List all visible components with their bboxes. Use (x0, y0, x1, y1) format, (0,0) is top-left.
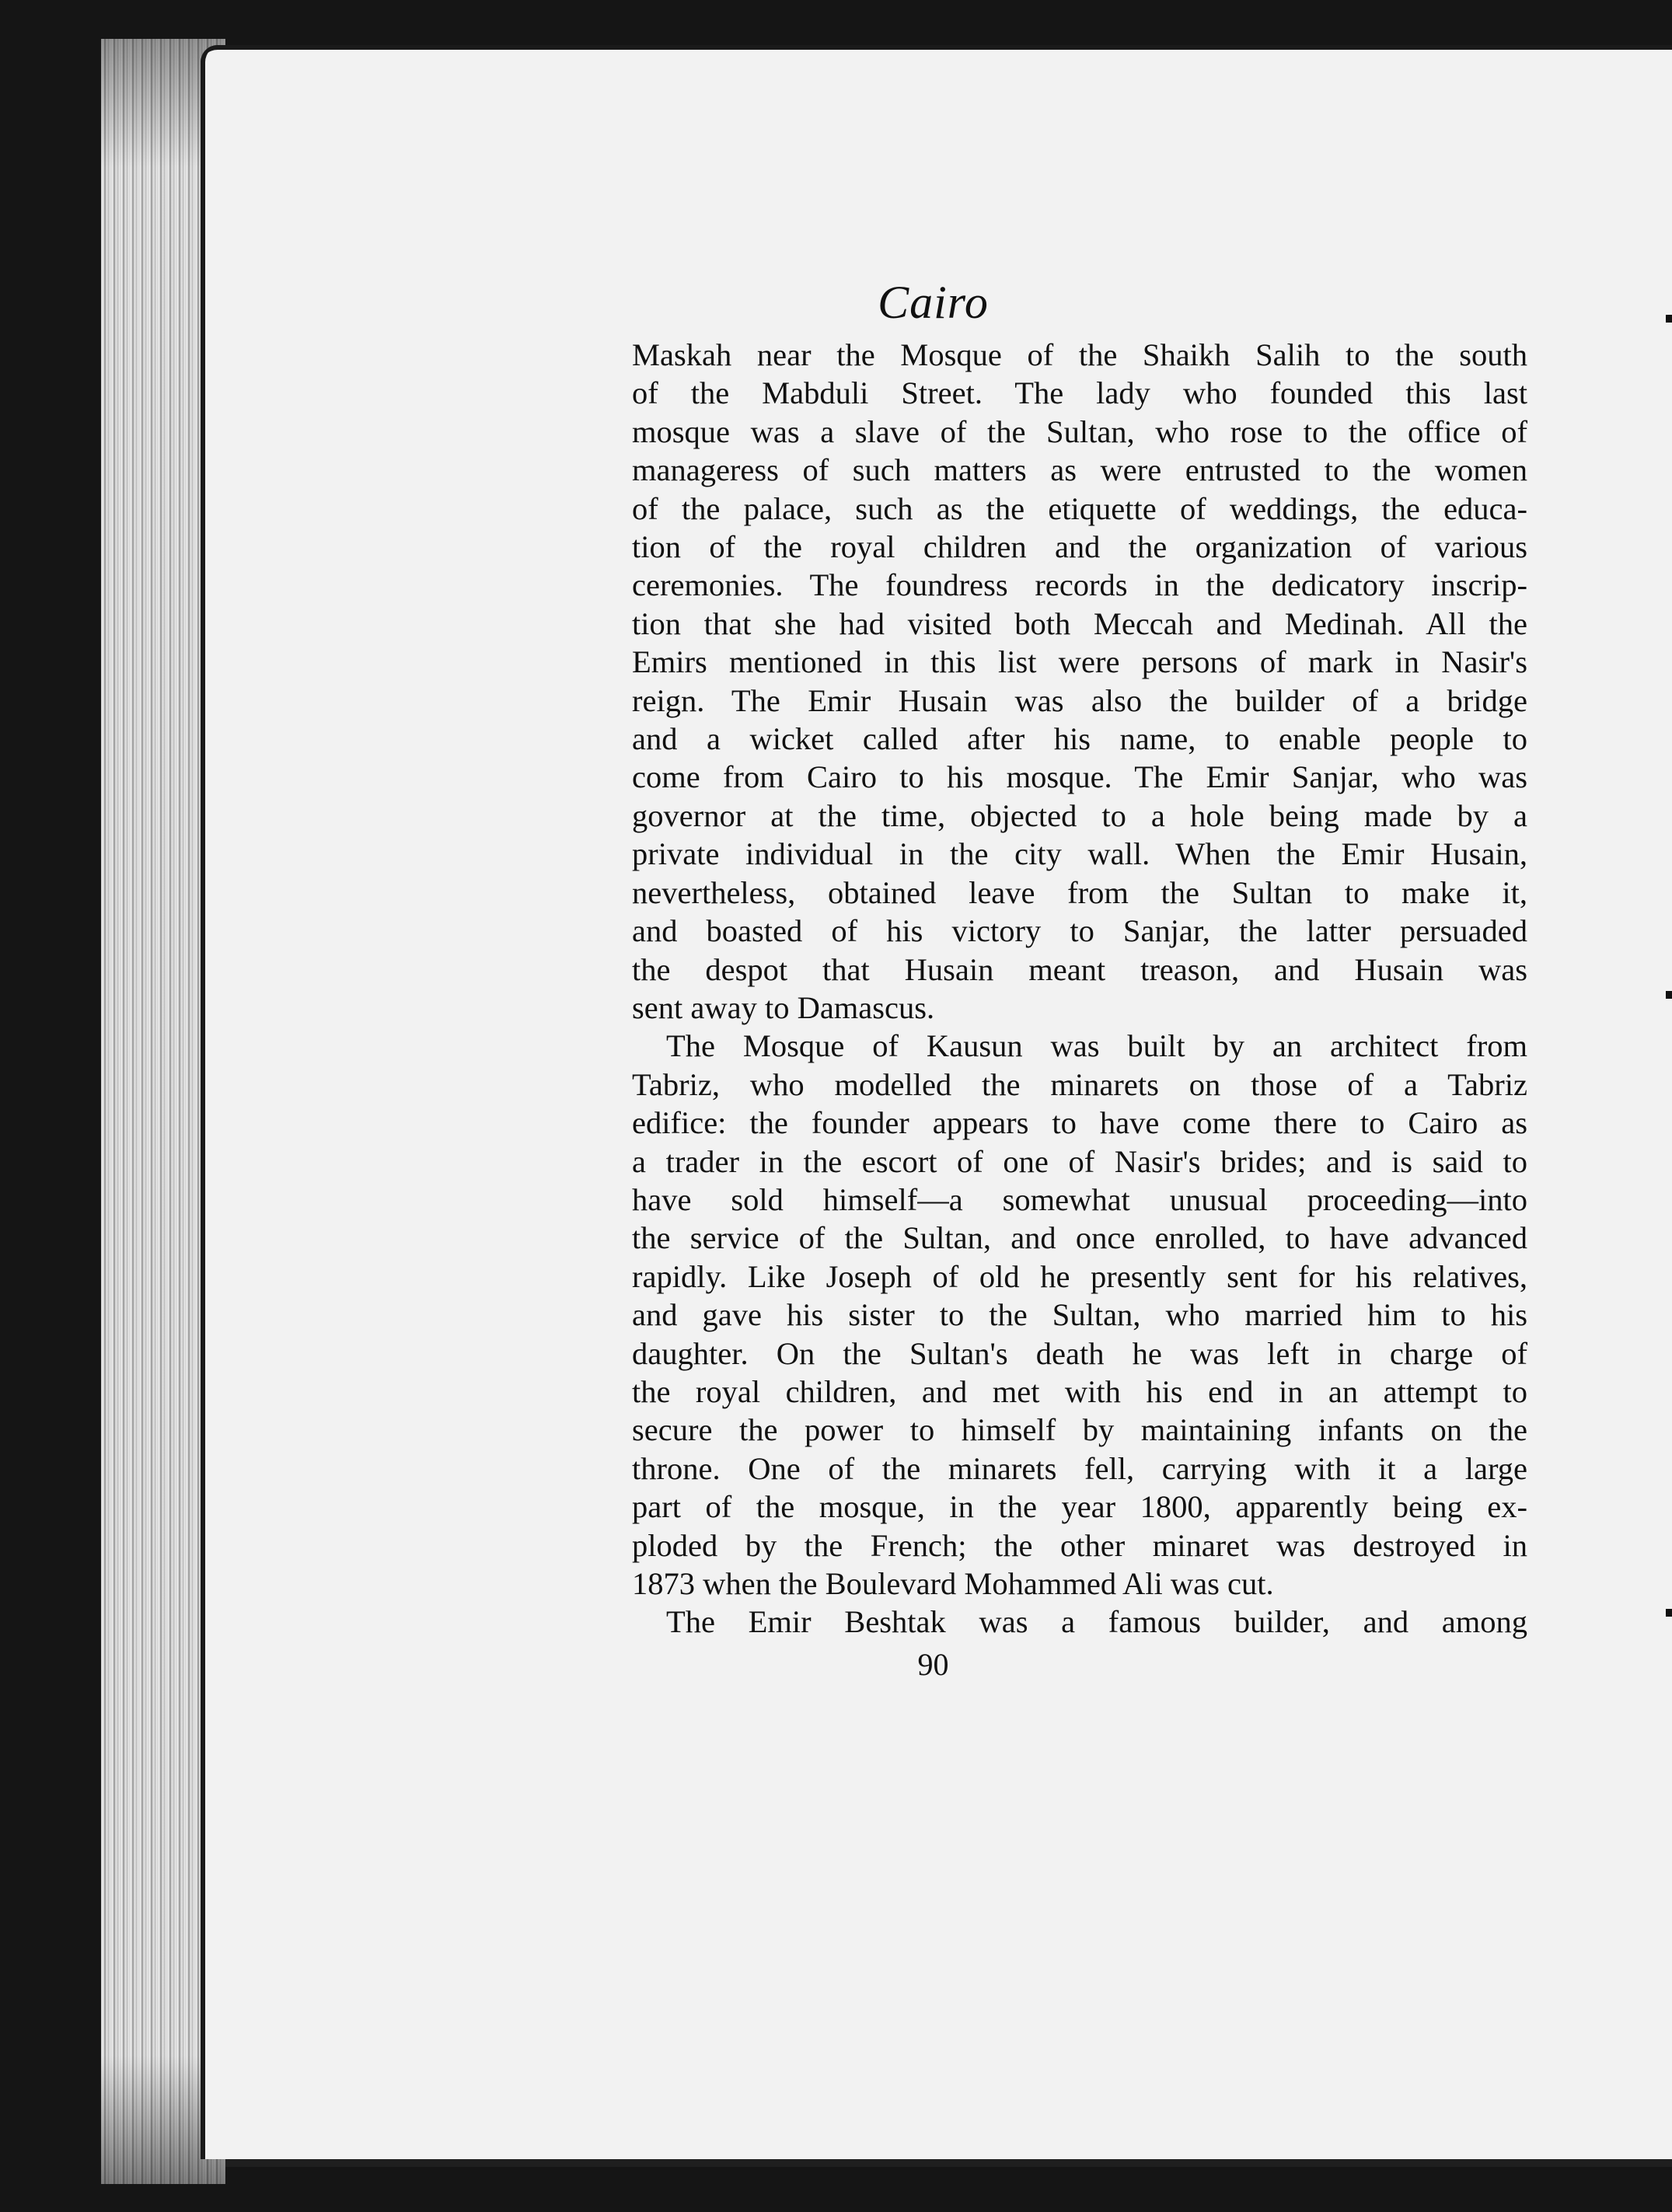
text-line: and gave his sister to the Sultan, who married him to his (632, 1297, 1527, 1333)
text-line: secure the power to himself by maintaining infants on the (632, 1412, 1527, 1448)
text-line: the service of the Sultan, and once enrolled, to have advanced (632, 1220, 1527, 1256)
page-bottom-edge (225, 2159, 1672, 2167)
text-line: 1873 when the Boulevard Mohammed Ali was cut. (632, 1566, 1274, 1601)
text-line: part of the mosque, in the year 1800, apparently being ex- (632, 1489, 1527, 1525)
text-line: Emirs mentioned in this list were persons of mark in Nasir's (632, 644, 1527, 680)
text-line: throne. One of the minarets fell, carrying with it a large (632, 1450, 1527, 1486)
text-line: and a wicket called after his name, to enable people to (632, 721, 1527, 757)
text-line: manageress of such matters as were entrusted to the women (632, 452, 1527, 488)
text-line: Maskah near the Mosque of the Shaikh Salih to the south (632, 337, 1527, 372)
edge-mark (1666, 1609, 1672, 1617)
text-line: Tabriz, who modelled the minarets on those of a Tabriz (632, 1066, 1527, 1102)
text-line: private individual in the city wall. When the Emir Husain, (632, 836, 1527, 872)
text-line: ceremonies. The foundress records in the dedicatory inscrip- (632, 567, 1527, 603)
text-line: have sold himself—a somewhat unusual proceeding—into (632, 1181, 1527, 1217)
text-line: the despot that Husain meant treason, and Husain was (632, 951, 1527, 987)
text-line: The Emir Beshtak was a famous builder, and among (666, 1604, 1527, 1640)
text-line: edifice: the founder appears to have come there to Cairo as (632, 1105, 1527, 1141)
text-line: reign. The Emir Husain was also the builder of a bridge (632, 682, 1527, 718)
body-text (632, 336, 1527, 1665)
text-line: of the palace, such as the etiquette of weddings, the educa- (632, 490, 1527, 526)
text-line: daughter. On the Sultan's death he was left in charge of (632, 1335, 1527, 1371)
text-line: come from Cairo to his mosque. The Emir Sanjar, who was (632, 759, 1527, 795)
text-line: The Mosque of Kausun was built by an architect from (666, 1028, 1527, 1064)
text-line: mosque was a slave of the Sultan, who rose to the office of (632, 413, 1527, 449)
edge-mark (1666, 991, 1672, 999)
text-line: tion that she had visited both Meccah and Medinah. All the (632, 605, 1527, 641)
running-head: Cairo (878, 277, 989, 328)
text-line: nevertheless, obtained leave from the Sultan to make it, (632, 874, 1527, 910)
text-line: the royal children, and met with his end in an attempt to (632, 1373, 1527, 1409)
text-line: governor at the time, objected to a hole being made by a (632, 797, 1527, 833)
text-line: rapidly. Like Joseph of old he presently sent for his relatives, (632, 1258, 1527, 1294)
text-line: tion of the royal children and the organization of various (632, 529, 1527, 565)
text-line: ploded by the French; the other minaret was destroyed in (632, 1527, 1527, 1563)
text-line: a trader in the escort of one of Nasir's brides; and is said to (632, 1143, 1527, 1179)
text-line: sent away to Damascus. (632, 989, 935, 1025)
text-line: of the Mabduli Street. The lady who founded this last (632, 375, 1527, 411)
text-line: and boasted of his victory to Sanjar, the latter persuaded (632, 913, 1527, 949)
page-number: 90 (917, 1647, 949, 1682)
